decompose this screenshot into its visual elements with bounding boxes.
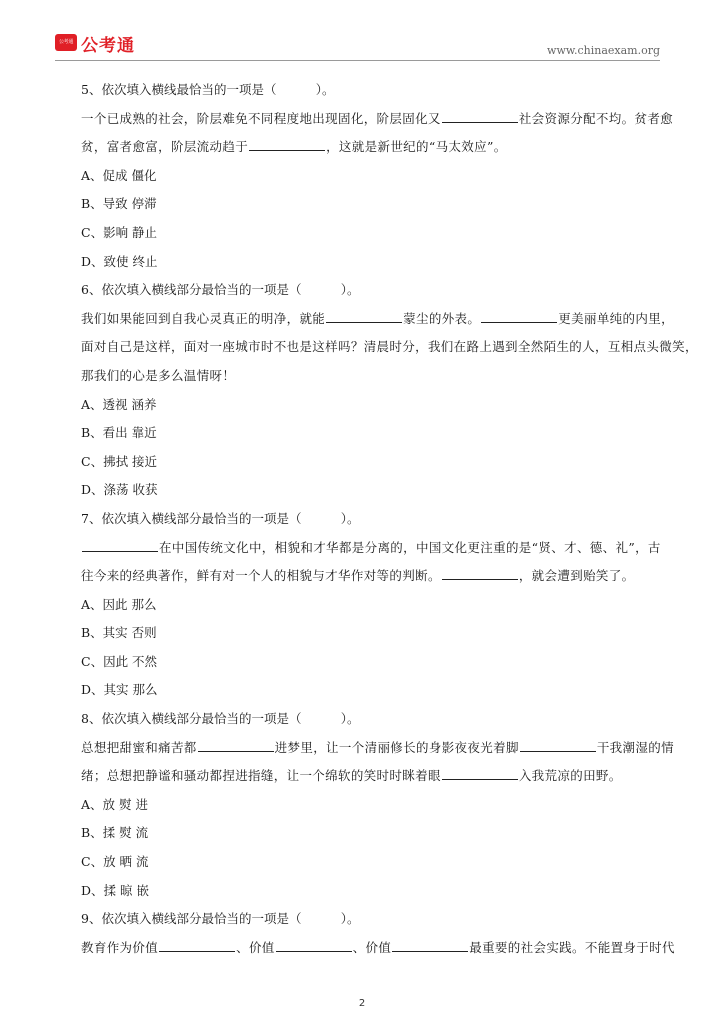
question-title: [56, 276, 668, 305]
passage-text: 往今来的经典著作，鲜有对一个人的相貌与才华作对等的判断。: [81, 568, 441, 584]
question-title: [56, 76, 668, 105]
answer-option: C、影响 静止: [81, 224, 158, 240]
answer-option: D、其实 那么: [81, 682, 158, 698]
answer-option: D、涤荡 收获: [81, 482, 158, 498]
passage-text: 进梦里，让一个清丽修长的身影夜夜光着脚: [274, 739, 519, 755]
answer-option: C、拂拭 接近: [81, 453, 158, 469]
passage-text: 贫，富者愈富，阶层流动趋于: [81, 139, 249, 155]
header-divider: [55, 60, 660, 61]
passage-text: 一个已成熟的社会，阶层难免不同程度地出现固化，阶层固化又: [81, 110, 441, 126]
passage-text: 干我潮湿的情: [596, 739, 674, 755]
fill-blank: [392, 939, 468, 952]
passage-text: 总想把甜蜜和痛苦都: [81, 739, 197, 755]
fill-blank: [82, 539, 158, 552]
question-passage-line: [56, 734, 674, 763]
answer-option: A、透视 涵养: [81, 396, 157, 412]
passage-text: 面对自己是这样，面对一座城市时不也是这样吗？清晨时分，我们在路上遇到全然陌生的人，互相点头微笑，: [81, 339, 698, 355]
passage-text: 、价值: [236, 939, 275, 955]
answer-option: A、放 熨 进: [81, 796, 148, 812]
question-passage-line: [56, 934, 675, 963]
site-url[interactable]: www.chinaexam.org: [547, 44, 660, 57]
question-passage-line: [56, 105, 674, 134]
passage-text: 社会资源分配不均。贫者愈: [518, 110, 674, 126]
question-passage-line: [56, 562, 668, 591]
question-passage-line: [56, 762, 668, 791]
question-stem: 9、依次填入横线部分最恰当的一项是（: [81, 911, 302, 927]
question-stem: 5、依次填入横线最恰当的一项是（: [81, 82, 277, 97]
fill-blank: [442, 110, 518, 123]
answer-paren: ）。: [340, 282, 360, 298]
answer-paren: ）。: [340, 711, 360, 727]
fill-blank: [442, 567, 518, 580]
fill-blank: [159, 939, 235, 952]
fill-blank: [481, 310, 557, 323]
question-stem: 7、依次填入横线部分最恰当的一项是（: [81, 510, 302, 526]
question-passage-line: [56, 534, 668, 563]
passage-text: 绪；总想把静谧和骚动都捏进指缝，让一个绵软的笑时时眯着眼: [81, 768, 441, 784]
answer-option: B、揉 熨 流: [81, 825, 149, 841]
question-title: [56, 905, 668, 934]
passage-text: 在中国传统文化中，相貌和才华都是分离的，中国文化更注重的是“贤、才、德、礼”，古: [159, 539, 661, 555]
question-title: [56, 705, 668, 734]
fill-blank: [326, 310, 402, 323]
question-passage-line: [56, 362, 668, 391]
passage-text: 、价值: [352, 939, 392, 955]
fill-blank: [520, 739, 596, 752]
answer-option: B、导致 停滞: [81, 196, 157, 212]
passage-text: 教育作为价值: [81, 939, 159, 955]
answer-option: A、因此 那么: [81, 596, 157, 612]
question-title: [56, 505, 668, 534]
question-passage-line: [56, 333, 698, 362]
passage-text: 我们如果能回到自我心灵真正的明净，就能: [81, 310, 326, 326]
question-stem: 8、依次填入横线部分最恰当的一项是（: [81, 711, 302, 727]
passage-text: 最重要的社会实践。不能置身于时代: [469, 939, 675, 955]
answer-option: D、揉 晾 嵌: [81, 882, 149, 898]
answer-paren: ）。: [340, 911, 360, 927]
logo-text: 公考通: [81, 36, 135, 56]
answer-option: B、看出 靠近: [81, 425, 157, 441]
question-list: [56, 76, 698, 962]
fill-blank: [249, 138, 325, 151]
answer-option: A、促成 僵化: [81, 167, 157, 183]
page-number: 2: [358, 998, 366, 1009]
passage-text: ，这就是新世纪的“马太效应”。: [326, 139, 507, 155]
page-header: [0, 0, 724, 62]
answer-option: D、致使 终止: [81, 253, 158, 269]
passage-text: 更美丽单纯的内里，: [558, 310, 674, 326]
passage-text: ，就会遭到贻笑了。: [518, 568, 635, 584]
question-stem: 6、依次填入横线部分最恰当的一项是（: [81, 282, 302, 298]
answer-option: B、其实 否则: [81, 625, 157, 641]
fill-blank: [198, 739, 274, 752]
answer-paren: ）。: [340, 510, 360, 526]
question-passage-line: [56, 133, 668, 162]
passage-text: 蒙尘的外表。: [403, 310, 481, 326]
passage-text: 入我荒凉的田野。: [518, 768, 622, 784]
answer-paren: ）。: [315, 82, 335, 97]
passage-text: 那我们的心是多么温情呀！: [81, 367, 236, 383]
answer-option: C、放 晒 流: [81, 854, 149, 870]
question-passage-line: [56, 305, 674, 334]
logo-badge: 公考通: [55, 34, 77, 51]
answer-option: C、因此 不然: [81, 653, 158, 669]
fill-blank: [442, 767, 518, 780]
fill-blank: [276, 939, 352, 952]
